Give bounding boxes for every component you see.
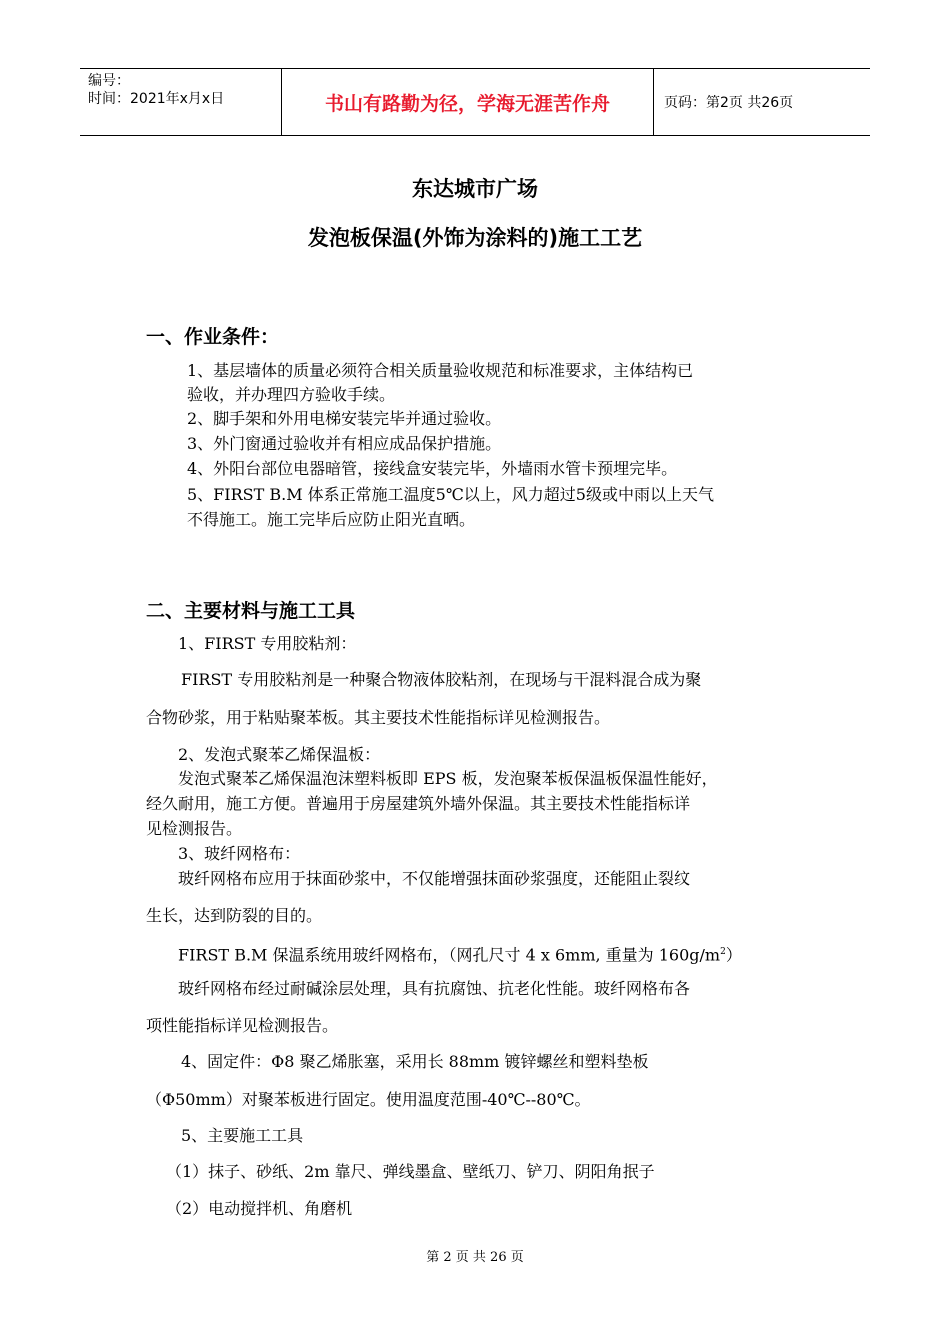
section1-line: 4、外阳台部位电器暗管，接线盒安装完毕，外墙雨水管卡预埋完毕。	[187, 459, 678, 478]
section2-line: （Φ50mm）对聚苯板进行固定。使用温度范围-40℃--80℃。	[146, 1090, 591, 1109]
number-label: 编号：	[88, 73, 130, 89]
header-meta	[80, 69, 282, 135]
section2-line: 经久耐用，施工方便。普遍用于房屋建筑外墙外保温。其主要技术性能指标详	[146, 794, 691, 813]
doc-subtitle: 发泡板保温(外饰为涂料的)施工工艺	[307, 226, 643, 250]
section2-line: 4、固定件：Φ8 聚乙烯胀塞，采用长 88mm 镀锌螺丝和塑料垫板	[181, 1052, 649, 1071]
section2-line: 生长，达到防裂的目的。	[146, 906, 323, 925]
section2-line: 玻纤网格布应用于抹面砂浆中，不仅能增强抹面砂浆强度，还能阻止裂纹	[178, 869, 691, 888]
section2-line: 1、FIRST 专用胶粘剂：	[178, 634, 357, 653]
section2-line: 2、发泡式聚苯乙烯保温板：	[178, 745, 381, 764]
section1-line: 3、外门窗通过验收并有相应成品保护措施。	[187, 434, 502, 453]
section2-line: FIRST 专用胶粘剂是一种聚合物液体胶粘剂，在现场与干混料混合成为聚	[181, 670, 702, 689]
page-footer: 第 2 页 共 26 页	[426, 1250, 524, 1265]
unit-superscript: 2	[720, 947, 726, 957]
section2-line: （2）电动搅拌机、角磨机	[166, 1199, 353, 1218]
section2-line: （1）抹子、砂纸、2m 靠尺、弹线墨盒、壁纸刀、铲刀、阴阳角抿子	[166, 1162, 655, 1181]
section1-line: 5、FIRST B.M 体系正常施工温度5℃以上，风力超过5级或中雨以上天气	[187, 485, 714, 504]
section1-heading: 一、作业条件：	[146, 326, 280, 348]
doc-title: 东达城市广场	[412, 177, 538, 201]
section1-line: 验收，并办理四方验收手续。	[187, 385, 396, 404]
section1-line: 2、脚手架和外用电梯安装完毕并通过验收。	[187, 409, 502, 428]
section1-line: 1、基层墙体的质量必须符合相关质量验收规范和标准要求，主体结构已	[187, 361, 694, 380]
close-paren: ）	[725, 945, 742, 965]
header-motto: 书山有路勤为径，学海无涯苦作舟	[282, 69, 654, 135]
section2-line	[178, 942, 742, 965]
header-page-info: 页码：第2页 共26页	[664, 95, 794, 111]
section2-heading: 二、主要材料与施工工具	[146, 600, 356, 622]
page-header	[80, 68, 870, 136]
time-label: 时间：2021年x月x日	[88, 91, 225, 107]
section2-line: 合物砂浆，用于粘贴聚苯板。其主要技术性能指标详见检测报告。	[146, 708, 611, 727]
section2-line: 玻纤网格布经过耐碱涂层处理，具有抗腐蚀、抗老化性能。玻纤网格布各	[178, 979, 691, 998]
mesh-spec-text: FIRST B.M 保温系统用玻纤网格布，（网孔尺寸 4 x 6mm, 重量为 160g/m	[178, 945, 721, 965]
section2-line: 项性能指标详见检测报告。	[146, 1016, 339, 1035]
section2-line: 3、玻纤网格布：	[178, 844, 301, 863]
section2-line: 5、主要施工工具	[181, 1126, 304, 1145]
section2-line: 发泡式聚苯乙烯保温泡沫塑料板即 EPS 板，发泡聚苯板保温板保温性能好，	[178, 769, 718, 788]
section2-line: 见检测报告。	[146, 819, 243, 838]
section1-line: 不得施工。施工完毕后应防止阳光直晒。	[187, 510, 476, 529]
